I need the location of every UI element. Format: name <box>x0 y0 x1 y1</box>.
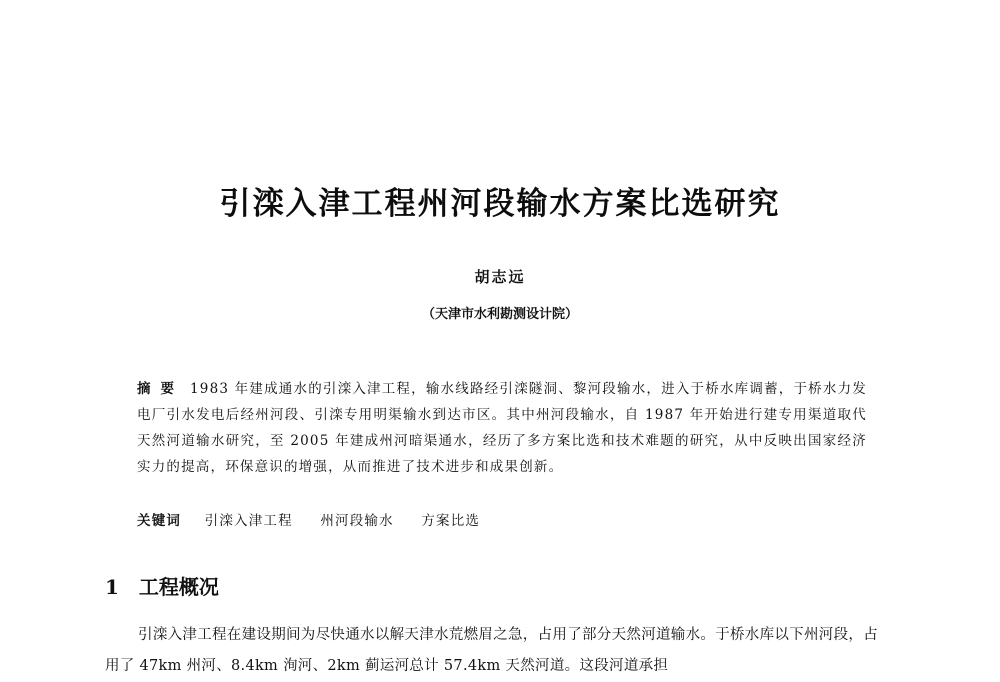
paper-title: 引滦入津工程州河段输水方案比选研究 <box>219 186 781 222</box>
section-title: 工程概况 <box>138 575 219 599</box>
section-number: 1 <box>105 575 119 599</box>
keywords-label: 关键词 <box>137 513 182 529</box>
body-paragraph: 引滦入津工程在建设期间为尽快通水以解天津水荒燃眉之急，占用了部分天然河道输水。于桥水库以下州河段，占用了 47km 州河、8.4km 洵河、2km 蓟运河总计 57.4km 天然河道。这段河道承担 <box>105 627 878 674</box>
keyword-item: 方案比选 <box>421 513 481 529</box>
abstract-text: 1983 年建成通水的引滦入津工程，输水线路经引滦隧洞、黎河段输水，进入于桥水库调蓄，于桥水力发电厂引水发电后经州河段、引滦专用明渠输水到达市区。其中州河段输水，自 1987 年开始进行建专用渠道取代天然河道输水研究，至 2005 年建成州河暗渠通水，经历了多方案比选和技术难题的研究，从中反映出国家经济实力的提高，环保意识的增强，从而推进了技术进步和成果创新。 <box>137 381 868 475</box>
abstract-label: 摘要 <box>137 381 185 397</box>
author-name: 胡志远 <box>474 268 526 286</box>
abstract-block <box>137 376 867 480</box>
section-heading <box>105 571 219 600</box>
keywords-block <box>137 509 867 529</box>
keyword-item: 引滦入津工程 <box>204 513 293 529</box>
author-affiliation: （天津市水利勘测设计院） <box>421 307 578 322</box>
keyword-item: 州河段输水 <box>320 513 394 529</box>
